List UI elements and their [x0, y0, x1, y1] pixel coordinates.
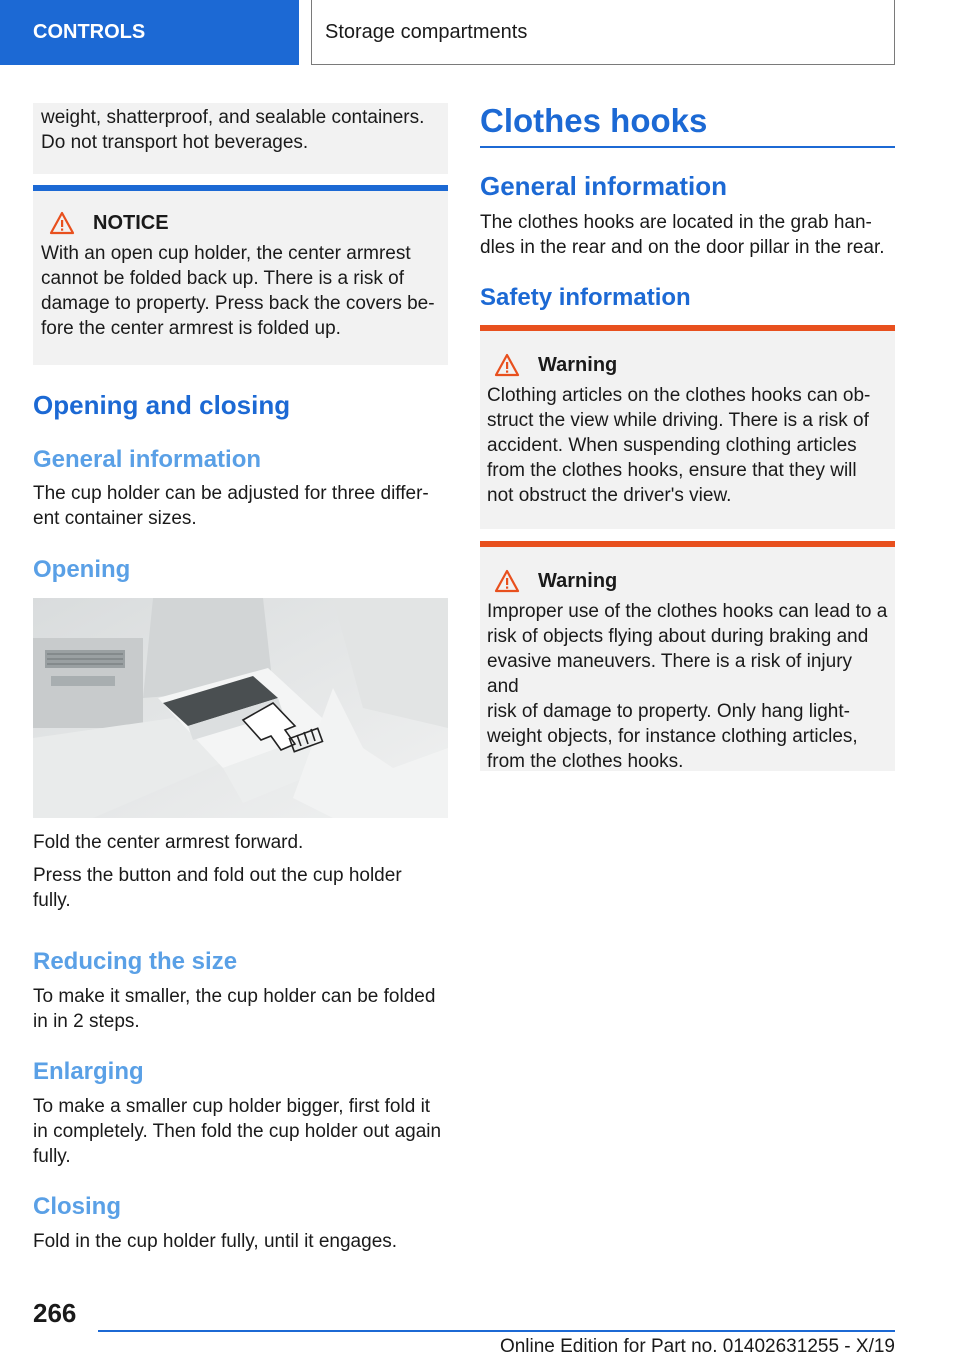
intro-line: weight, shatterproof, and sealable containers. [41, 107, 425, 128]
enlarging-line: in completely. Then fold the cup holder out again [33, 1121, 442, 1142]
footer-edition: Online Edition for Part no. 01402631255 - X/19 [499, 1336, 895, 1357]
armrest-illustration [33, 598, 448, 818]
notice-line: cannot be folded back up. There is a risk of [41, 268, 404, 289]
warning-line: Clothing articles on the clothes hooks can ob- [487, 385, 871, 406]
closing-line: Fold in the cup holder fully, until it engages. [33, 1231, 398, 1252]
warning-title: Warning [538, 569, 618, 592]
warning-line: accident. When suspending clothing articles [487, 435, 857, 456]
warning-triangle-icon [494, 353, 520, 377]
warning-line: from the clothes hooks, ensure that they will [487, 460, 857, 481]
heading-clothes-hooks: Clothes hooks [480, 102, 708, 139]
heading-opening-closing: Opening and closing [33, 390, 291, 420]
warning-line: Improper use of the clothes hooks can lead to a [487, 601, 888, 622]
reducing-line: in in 2 steps. [33, 1011, 140, 1032]
notice-box [33, 191, 448, 365]
warning-header [480, 547, 895, 593]
enlarging-line: fully. [33, 1146, 71, 1167]
general-line: The cup holder can be adjusted for three differ- [33, 483, 429, 504]
warning-line: not obstruct the driver's view. [487, 485, 732, 506]
warning-title: Warning [538, 353, 618, 376]
cup-holder-image [33, 598, 448, 818]
section-tab: CONTROLS [0, 0, 299, 65]
opening-step-2: Press the button and fold out the cup holder [33, 865, 402, 886]
hooks-general-line: dles in the rear and on the door pillar in the rear. [480, 237, 885, 258]
reducing-line: To make it smaller, the cup holder can be folded [33, 986, 436, 1007]
opening-step-1: Fold the center armrest forward. [33, 832, 304, 853]
hooks-general-line: The clothes hooks are located in the grab han- [480, 212, 872, 233]
notice-title: NOTICE [93, 211, 169, 234]
warning-line: from the clothes hooks. [487, 751, 684, 772]
general-line: ent container sizes. [33, 508, 197, 529]
warning-box-2 [480, 547, 895, 771]
warning-box-1 [480, 331, 895, 529]
opening-step-2: fully. [33, 890, 71, 911]
notice-line: With an open cup holder, the center armrest [41, 243, 411, 264]
heading-enlarging: Enlarging [33, 1058, 144, 1085]
notice-header [33, 191, 448, 235]
warning-line: risk of damage to property. Only hang light- [487, 701, 850, 722]
enlarging-line: To make a smaller cup holder bigger, first fold it [33, 1096, 431, 1117]
heading-opening: Opening [33, 556, 131, 583]
warning-triangle-icon [494, 569, 520, 593]
notice-line: fore the center armrest is folded up. [41, 318, 341, 339]
page-header-title: Storage compartments [311, 0, 895, 65]
warning-line: struct the view while driving. There is a risk of [487, 410, 869, 431]
heading-reducing: Reducing the size [33, 948, 238, 975]
heading-safety-info: Safety information [480, 284, 691, 311]
page-number: 266 [33, 1298, 77, 1328]
heading-general-info-right: General information [480, 171, 728, 201]
warning-header [480, 331, 895, 377]
notice-line: damage to property. Press back the covers be- [41, 293, 435, 314]
warning-line: weight objects, for instance clothing articles, [487, 726, 858, 747]
footer-rule [98, 1330, 895, 1332]
intro-box [33, 103, 448, 174]
intro-line: Do not transport hot beverages. [41, 132, 309, 153]
heading-rule [480, 146, 895, 148]
heading-closing: Closing [33, 1193, 121, 1220]
warning-line: risk of objects flying about during braking and [487, 626, 869, 647]
warning-triangle-icon [49, 211, 75, 235]
warning-line: evasive maneuvers. There is a risk of injury and [487, 651, 853, 697]
heading-general-info: General information [33, 446, 262, 473]
